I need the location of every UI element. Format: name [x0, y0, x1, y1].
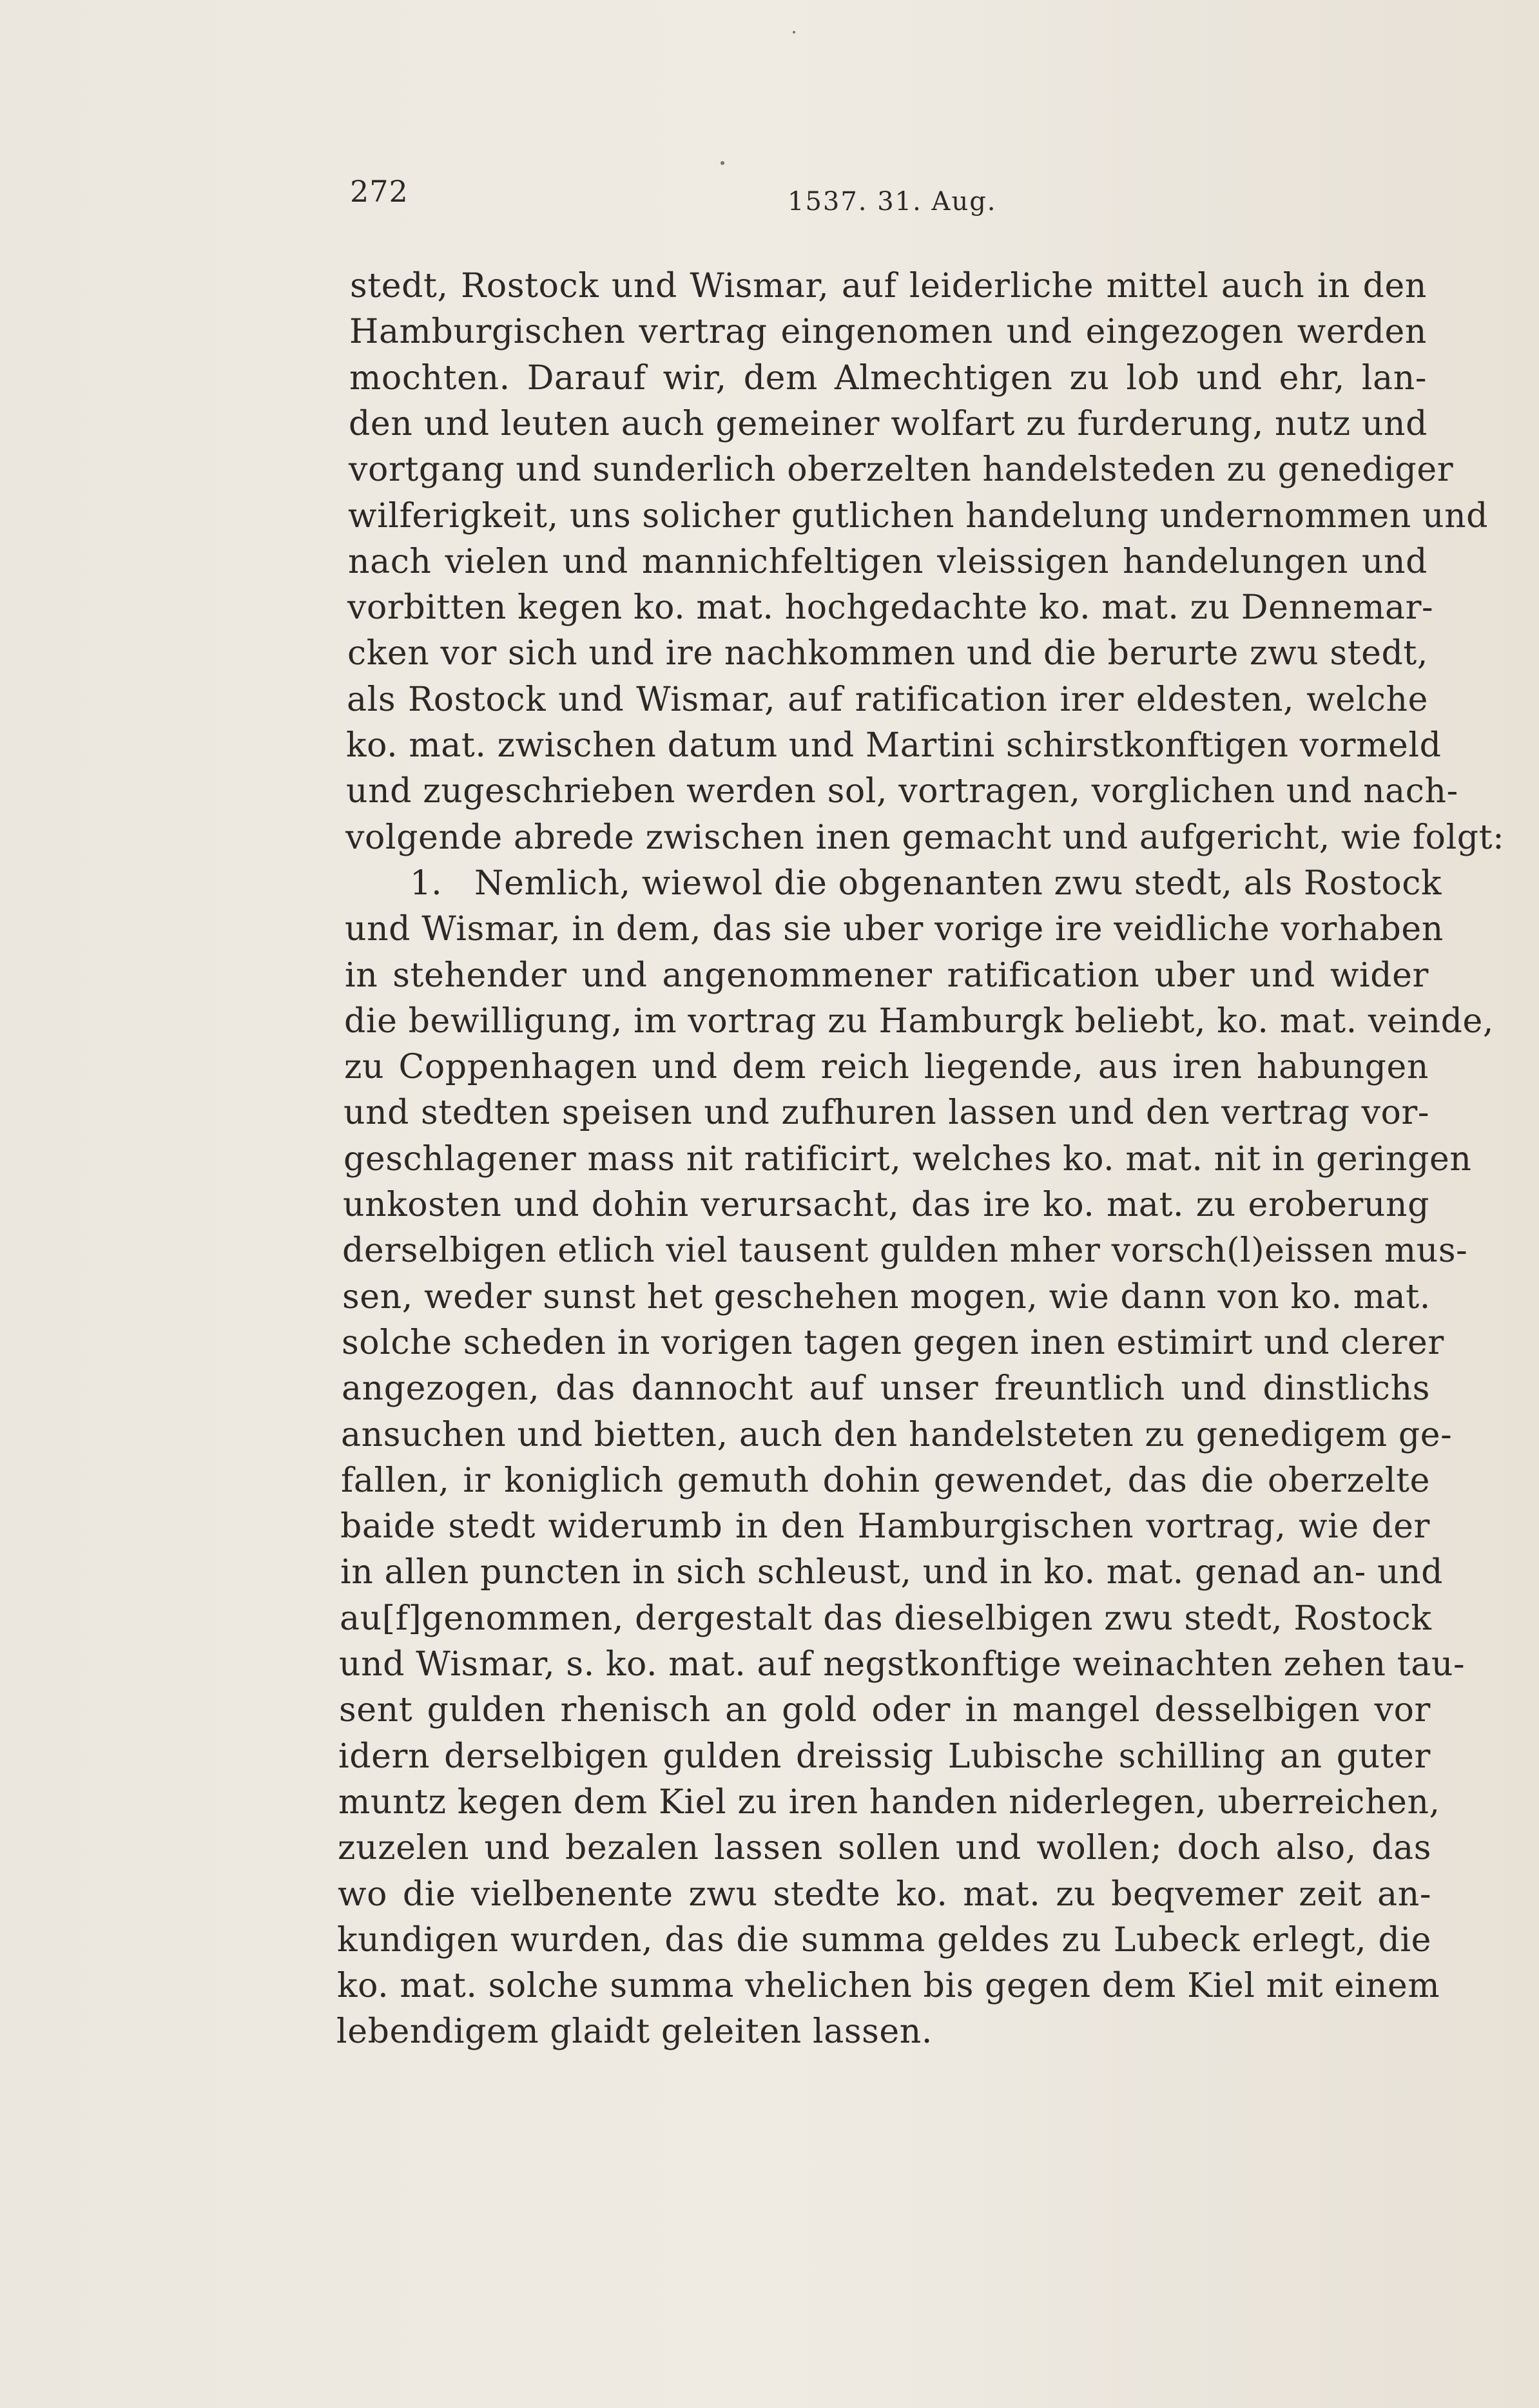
text-line: die bewilligung, im vortrag zu Hamburgk beliebt, ko. mat. veinde,: [344, 1002, 1494, 1041]
text-line: und stedten speisen und zufhuren lassen und den vertrag vor-: [344, 1093, 1429, 1132]
text-line: cken vor sich und ire nachkommen und die berurte zwu stedt,: [347, 634, 1428, 673]
text-line: vortgang und sunderlich oberzelten handelsteden zu genediger: [349, 450, 1454, 489]
text-line: Nemlich, wiewol die obgenanten zwu stedt, als Rostock: [474, 864, 1442, 903]
text-line: fallen, ir koniglich gemuth dohin gewendet, das die oberzelte: [341, 1461, 1430, 1500]
text-line: und Wismar, in dem, das sie uber vorige ire veidliche vorhaben: [345, 910, 1444, 949]
text-line: und Wismar, s. ko. mat. auf negstkonftige weinachten zehen tau-: [339, 1645, 1466, 1684]
text-line: baide stedt widerumb in den Hamburgischen vortrag, wie der: [340, 1507, 1430, 1546]
text-line: idern derselbigen gulden dreissig Lubische schilling an guter: [338, 1737, 1431, 1776]
text-line: muntz kegen dem Kiel zu iren handen niderlegen, uberreichen,: [338, 1783, 1440, 1822]
paper-speck: [721, 161, 724, 165]
text-line: stedt, Rostock und Wismar, auf leiderliche mittel auch in den: [350, 267, 1427, 305]
text-line: zuzelen und bezalen lassen sollen und wollen; doch also, das: [338, 1829, 1431, 1867]
text-line: volgende abrede zwischen inen gemacht und aufgericht, wie folgt:: [345, 818, 1505, 857]
text-line: als Rostock und Wismar, auf ratification irer eldesten, welche: [347, 680, 1428, 719]
text-line: wo die vielbenente zwu stedte ko. mat. zu beqvemer zeit an-: [338, 1875, 1431, 1914]
page-number: 272: [350, 174, 409, 209]
text-line: derselbigen etlich viel tausent gulden mher vorsch(l)eissen mus-: [342, 1231, 1468, 1270]
text-line: Hamburgischen vertrag eingenomen und eingezogen werden: [349, 313, 1427, 351]
text-line: kundigen wurden, das die summa geldes zu Lubeck erlegt, die: [337, 1921, 1431, 1960]
text-line: sen, weder sunst het geschehen mogen, wie dann von ko. mat.: [342, 1278, 1431, 1316]
section-number: 1.: [410, 864, 442, 903]
text-line: zu Coppenhagen und dem reich liegende, aus iren habungen: [344, 1048, 1429, 1086]
text-line: solche scheden in vorigen tagen gegen inen estimirt und clerer: [342, 1324, 1444, 1362]
text-line: ko. mat. solche summa vhelichen bis gegen dem Kiel mit einem: [337, 1967, 1440, 2005]
text-line: sent gulden rhenisch an gold oder in mangel desselbigen vor: [339, 1691, 1431, 1729]
text-line: angezogen, das dannocht auf unser freuntlich und dinstlichs: [342, 1369, 1430, 1408]
text-line: ansuchen und bietten, auch den handelsteten zu genedigem ge-: [341, 1416, 1453, 1454]
text-line: ko. mat. zwischen datum und Martini schirstkonftigen vormeld: [346, 726, 1442, 765]
text-line: lebendigem glaidt geleiten lassen.: [336, 2012, 933, 2051]
text-line: unkosten und dohin verursacht, das ire ko. mat. zu eroberung: [343, 1186, 1429, 1224]
paper-speck: [793, 31, 795, 34]
text-line: geschlagener mass nit ratificirt, welches ko. mat. nit in geringen: [344, 1140, 1472, 1179]
text-line: in allen puncten in sich schleust, und in ko. mat. genad an- und: [340, 1553, 1444, 1592]
text-line: wilferigkeit, uns solicher gutlichen handelung undernommen und: [348, 497, 1489, 535]
running-head-date: 1537. 31. Aug.: [788, 187, 997, 217]
text-line: au[f]genommen, dergestalt das dieselbigen zwu stedt, Rostock: [340, 1599, 1432, 1638]
text-line: nach vielen und mannichfeltigen vleissigen handelungen und: [348, 543, 1428, 581]
text-line: in stehender und angenommener ratification uber und wider: [345, 956, 1429, 995]
text-line: vorbitten kegen ko. mat. hochgedachte ko. mat. zu Dennemar-: [347, 588, 1434, 627]
text-line: und zugeschrieben werden sol, vortragen, vorglichen und nach-: [346, 772, 1458, 811]
text-line: den und leuten auch gemeiner wolfart zu furderung, nutz und: [349, 405, 1428, 443]
text-line: mochten. Darauf wir, dem Almechtigen zu lob und ehr, lan-: [349, 359, 1427, 398]
